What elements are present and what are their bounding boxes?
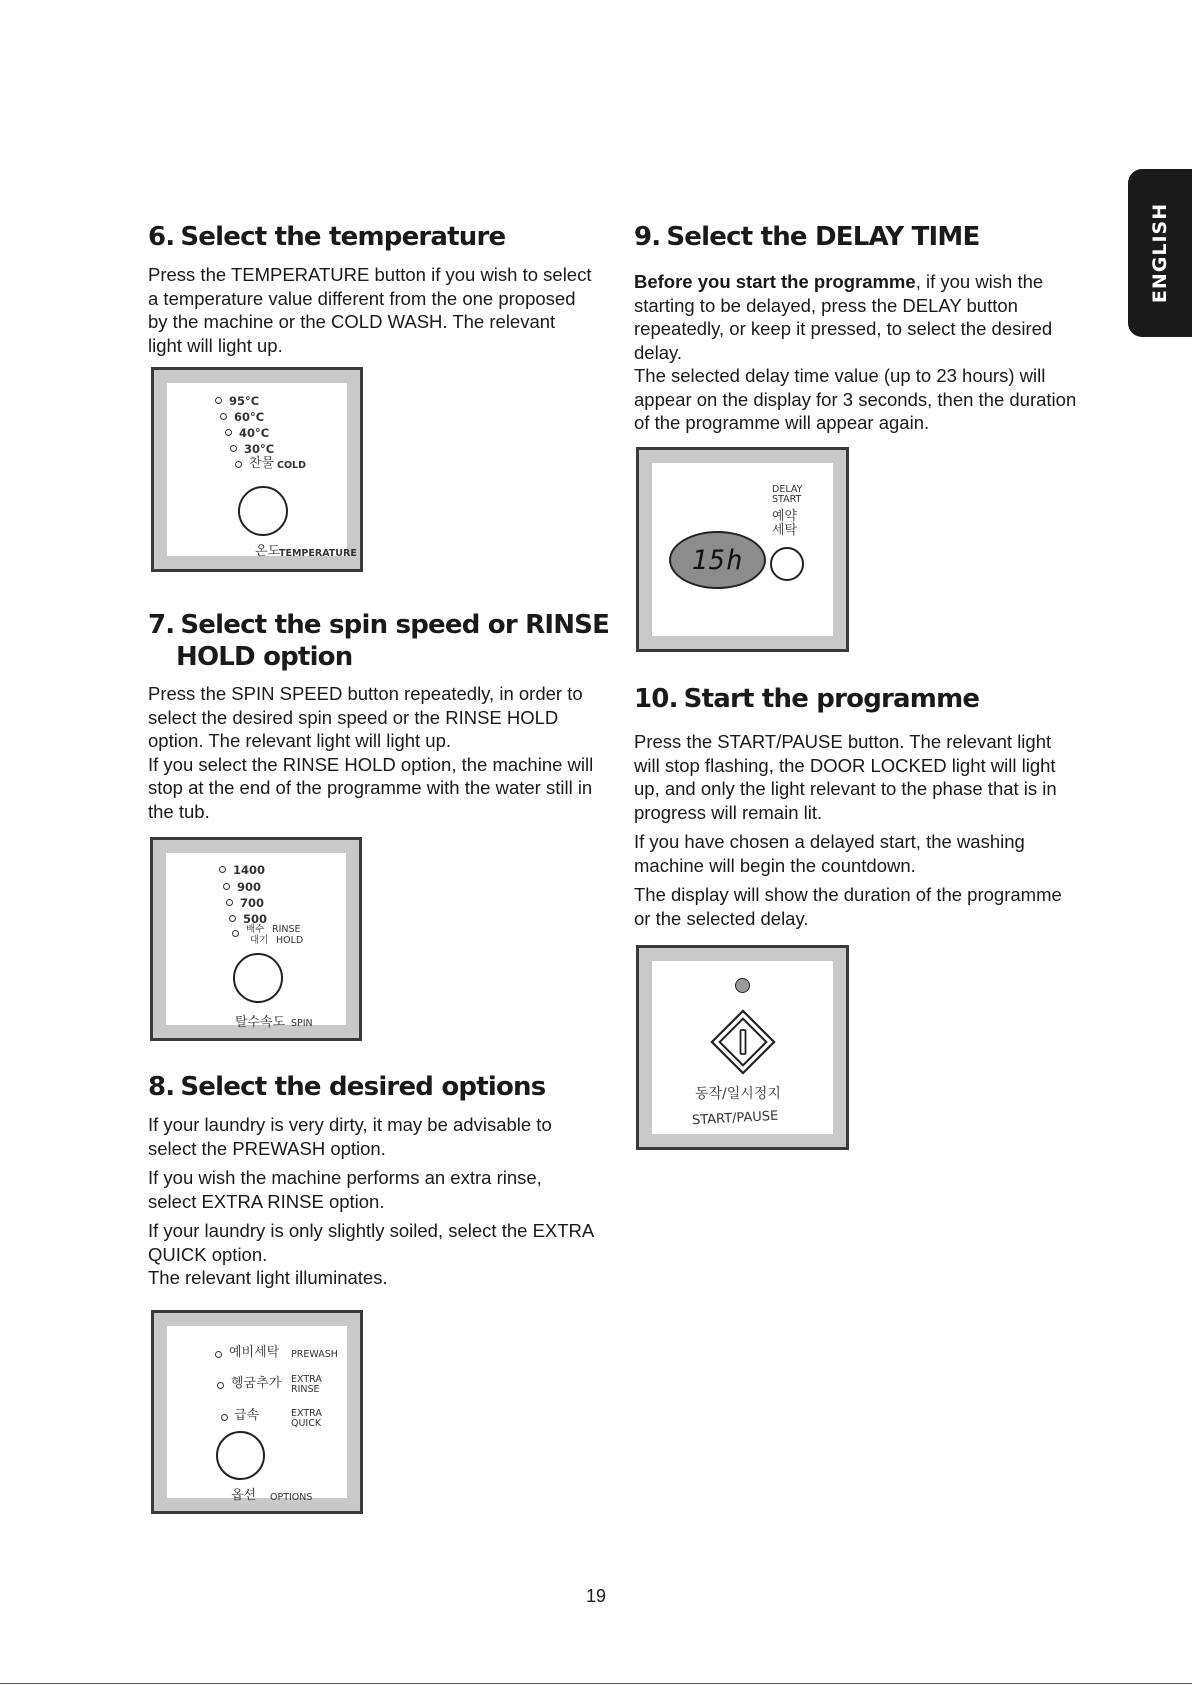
language-tab-label: ENGLISH xyxy=(1149,202,1171,304)
spin-700-light xyxy=(226,899,233,906)
delay-start-button[interactable] xyxy=(770,547,804,581)
delay-label-en-2: START xyxy=(772,494,802,505)
start-pause-label-ko: 동작/일시정지 xyxy=(695,1086,781,1102)
extra-quick-light xyxy=(221,1414,228,1421)
section-8-paragraph-2: If you wish the machine performs an extra rinse, select EXTRA RINSE option. xyxy=(148,1167,542,1212)
extra-rinse-label-ko: 헹굼추가 xyxy=(231,1376,282,1391)
section-9-title: Select the DELAY TIME xyxy=(666,222,980,252)
rinse-hold-label-ko-1: 배수 xyxy=(246,924,265,935)
section-7-body xyxy=(148,682,594,823)
spin-700-label: 700 xyxy=(240,896,265,910)
temp-30-light xyxy=(230,445,237,452)
spin-900-light xyxy=(223,883,230,890)
section-10-body xyxy=(634,730,1080,936)
start-pause-label-en: START/PAUSE xyxy=(691,1108,779,1129)
page-number: 19 xyxy=(585,1586,607,1606)
rinse-hold-label-en-1: RINSE xyxy=(272,924,301,935)
temperature-button[interactable] xyxy=(238,486,288,536)
section-7-paragraph-1: Press the SPIN SPEED button repeatedly, in order to select the desired spin speed or the RINSE HOLD option. The relevant light will light up. xyxy=(148,683,583,751)
delay-display xyxy=(669,531,766,589)
section-8-body xyxy=(148,1113,594,1290)
prewash-label-ko: 예비세탁 xyxy=(229,1345,280,1360)
section-8-paragraph-4: The relevant light illuminates. xyxy=(148,1267,388,1288)
section-9-number: 9. xyxy=(634,222,661,252)
options-panel xyxy=(151,1310,363,1514)
temp-cold-label-ko: 찬물 xyxy=(249,456,275,471)
section-8-title: Select the desired options xyxy=(180,1072,546,1102)
temperature-panel xyxy=(151,367,363,572)
section-7-paragraph-2: If you select the RINSE HOLD option, the machine will stop at the end of the programme with the water still in the tub. xyxy=(148,753,594,822)
spin-panel xyxy=(150,837,362,1041)
spin-500-light xyxy=(229,915,236,922)
start-pause-button[interactable] xyxy=(707,1006,779,1078)
section-8-number: 8. xyxy=(148,1072,175,1102)
spin-1400-label: 1400 xyxy=(233,863,266,877)
temp-60-light xyxy=(220,413,227,420)
spin-button-label-ko: 탈수속도 xyxy=(235,1015,286,1030)
section-10-paragraph-1: Press the START/PAUSE button. The relevant light will stop flashing, the DOOR LOCKED light will light up, and only the light relevant to the phase that is in progress will remain lit. xyxy=(634,731,1057,823)
section-10-number: 10. xyxy=(634,684,678,714)
temp-40-light xyxy=(225,429,232,436)
section-6-heading xyxy=(148,221,505,253)
rinse-hold-label-en-2: HOLD xyxy=(276,935,304,946)
options-button-label-ko: 옵션 xyxy=(231,1488,257,1503)
temp-95-light xyxy=(215,397,222,404)
section-10-title: Start the programme xyxy=(683,684,980,714)
spin-1400-light xyxy=(219,866,226,873)
bottom-rule xyxy=(0,1683,1192,1684)
section-6-number: 6. xyxy=(148,222,175,252)
temp-40-label: 40°C xyxy=(239,426,270,440)
section-8-paragraph-3: If your laundry is only slightly soiled, select the EXTRA QUICK option. xyxy=(148,1220,594,1265)
temp-cold-label-en: COLD xyxy=(277,460,306,471)
section-7-title-line2: HOLD option xyxy=(176,642,353,672)
extra-rinse-label-en-2: RINSE xyxy=(291,1384,320,1395)
section-7-number: 7. xyxy=(148,610,175,640)
section-9-paragraph-1 xyxy=(634,270,1080,364)
extra-quick-label-en-2: QUICK xyxy=(291,1418,322,1429)
section-7-title-line1: Select the spin speed or RINSE xyxy=(180,610,610,640)
delay-label-ko-1: 예약 xyxy=(772,509,798,524)
start-pause-indicator-light xyxy=(735,978,750,993)
section-6-title: Select the temperature xyxy=(180,222,506,252)
section-6-paragraph: Press the TEMPERATURE button if you wish to select a temperature value different from the one proposed by the machine or the COLD WASH. The relevant light will light up. xyxy=(148,264,592,356)
section-9-lead-rest: , if you wish the starting to be delayed, press the DELAY button repeatedly, or keep it pressed, to select the desired delay. xyxy=(634,271,1053,363)
rinse-hold-label-ko-2: 대기 xyxy=(250,935,269,946)
temperature-button-label-en: TEMPERATURE xyxy=(279,548,357,559)
language-tab xyxy=(1128,169,1192,337)
spin-speed-button[interactable] xyxy=(233,953,283,1003)
prewash-label-en: PREWASH xyxy=(291,1349,338,1360)
temp-30-label: 30°C xyxy=(244,442,275,456)
extra-quick-label-ko: 급속 xyxy=(234,1408,260,1423)
delay-display-value: 15h xyxy=(691,545,744,576)
section-7-heading xyxy=(148,609,609,673)
section-10-paragraph-2: If you have chosen a delayed start, the washing machine will begin the countdown. xyxy=(634,831,1025,876)
prewash-light xyxy=(215,1351,222,1358)
extra-rinse-label-en-1: EXTRA xyxy=(291,1374,322,1385)
start-pause-panel xyxy=(636,945,849,1150)
extra-rinse-light xyxy=(217,1382,224,1389)
options-button[interactable] xyxy=(216,1431,265,1480)
spin-900-label: 900 xyxy=(237,880,262,894)
extra-quick-label-en-1: EXTRA xyxy=(291,1408,322,1419)
section-9-body xyxy=(634,270,1080,435)
temp-cold-light xyxy=(235,461,242,468)
section-9-lead-bold: Before you start the programme xyxy=(634,271,916,292)
spin-500-label: 500 xyxy=(243,912,268,926)
section-9-paragraph-2: The selected delay time value (up to 23 hours) will appear on the display for 3 seconds, then the duration of the programme will appear again. xyxy=(634,365,1077,433)
section-6-body xyxy=(148,263,594,357)
section-8-paragraph-1: If your laundry is very dirty, it may be advisable to select the PREWASH option. xyxy=(148,1114,552,1159)
delay-label-ko-2: 세탁 xyxy=(772,523,798,538)
section-10-paragraph-3: The display will show the duration of the programme or the selected delay. xyxy=(634,884,1062,929)
options-button-label-en: OPTIONS xyxy=(270,1492,313,1503)
temp-95-label: 95°C xyxy=(229,394,260,408)
delay-label-en-1: DELAY xyxy=(772,484,803,495)
delay-panel xyxy=(636,447,849,652)
spin-button-label-en: SPIN xyxy=(291,1018,313,1029)
section-8-heading xyxy=(148,1071,545,1103)
temperature-button-label-ko: 온도 xyxy=(255,544,281,559)
temp-60-label: 60°C xyxy=(234,410,265,424)
section-9-heading xyxy=(634,221,979,253)
section-10-heading xyxy=(634,683,979,715)
rinse-hold-light xyxy=(232,930,239,937)
